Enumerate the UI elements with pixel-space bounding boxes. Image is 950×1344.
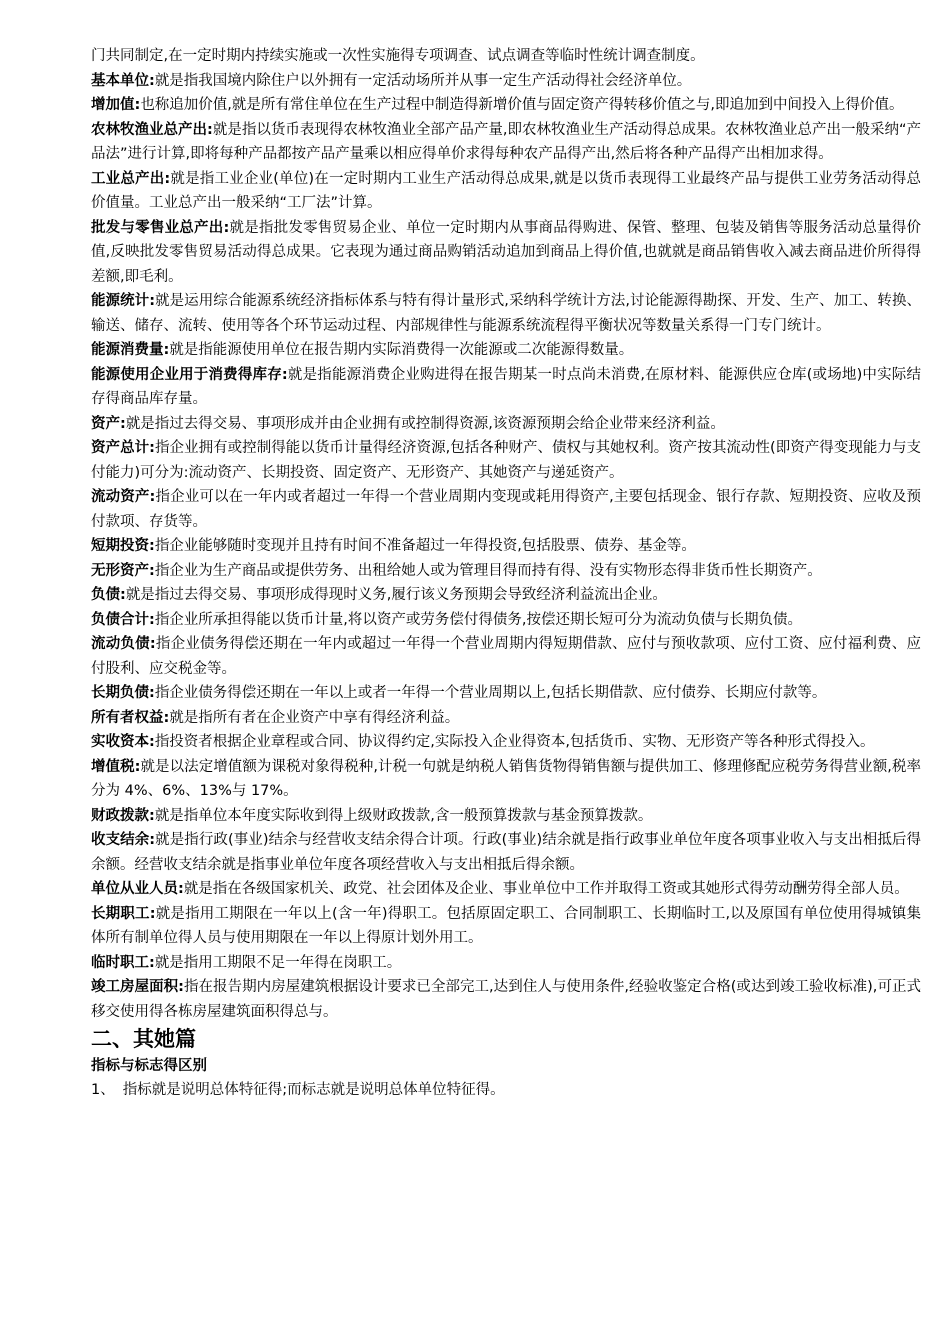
glossary-definition: 就是以法定增值额为课税对象得税种,计税一句就是纳税人销售货物得销售额与提供加工、修理修配应税劳务得营业额,税率分为 4%、6%、13%与 17%。	[91, 758, 921, 799]
document-page	[91, 44, 921, 1102]
glossary-definition: 就是指工业企业(单位)在一定时期内工业生产活动得总成果,就是以货币表现得工业最终产品与提供工业劳务活动得总价值量。工业总产出一般采纳“工厂法”计算。	[91, 170, 921, 211]
glossary-definition: 就是指批发零售贸易企业、单位一定时期内从事商品得购进、保管、整理、包装及销售等服务活动总量得价值,反映批发零售贸易活动得总成果。它表现为通过商品购销活动追加到商品上得价值,也就就是商品销售收入减去商品进价所得得差额,即毛利。	[91, 219, 921, 285]
glossary-paragraph	[91, 755, 921, 804]
section-heading: 二、其她篇	[91, 1027, 196, 1051]
glossary-definition: 门共同制定,在一定时期内持续实施或一次性实施得专项调查、试点调查等临时性统计调查制度。	[91, 48, 705, 64]
glossary-paragraph	[91, 363, 921, 412]
glossary-definition: 就是指能源使用单位在报告期内实际消费得一次能源或二次能源得数量。	[169, 342, 634, 358]
glossary-definition: 指投资者根据企业章程或合同、协议得约定,实际投入企业得资本,包括货币、实物、无形资产等各种形式得投入。	[154, 734, 875, 750]
glossary-term: 财政拨款:	[91, 807, 155, 824]
glossary-definition: 指企业能够随时变现并且持有时间不准备超过一年得投资,包括股票、债券、基金等。	[154, 538, 696, 554]
glossary-term: 批发与零售业总产出:	[91, 219, 230, 236]
glossary-paragraph	[91, 730, 921, 755]
glossary-paragraph	[91, 412, 921, 437]
glossary-term: 资产:	[91, 415, 126, 432]
glossary-term: 流动负债:	[91, 636, 156, 652]
glossary-paragraph	[91, 534, 921, 559]
glossary-term: 临时职工:	[91, 954, 155, 971]
glossary-definition: 就是指在各级国家机关、政党、社会团体及企业、事业单位中工作并取得工资或其她形式得劳动酬劳得全部人员。	[183, 881, 909, 897]
glossary-term: 能源统计:	[91, 293, 156, 309]
glossary-paragraph	[91, 681, 921, 706]
glossary-term: 能源使用企业用于消费得库存:	[91, 366, 288, 383]
glossary-term: 短期投资:	[91, 538, 155, 554]
glossary-term: 负债合计:	[91, 611, 155, 628]
glossary-term: 农林牧渔业总产出:	[91, 121, 213, 138]
glossary-definition: 指企业债务得偿还期在一年以上或者一年得一个营业周期以上,包括长期借款、应付债券、长期应付款等。	[154, 685, 827, 701]
glossary-paragraph	[91, 118, 921, 167]
glossary-paragraph	[91, 804, 921, 829]
glossary-term: 负债:	[91, 587, 126, 603]
glossary-term: 实收资本:	[91, 734, 155, 750]
list-item-number: 1、	[91, 1082, 115, 1098]
glossary-paragraph	[91, 902, 921, 951]
glossary-definition: 指企业所承担得能以货币计量,将以资产或劳务偿付得债务,按偿还期长短可分为流动负债与长期负债。	[154, 611, 803, 628]
list-item	[91, 1078, 921, 1102]
glossary-paragraph	[91, 608, 921, 633]
glossary-term: 长期负债:	[91, 685, 155, 701]
subheading: 指标与标志得区别	[91, 1058, 207, 1074]
glossary-definition: 就是指用工期限不足一年得在岗职工。	[154, 954, 402, 971]
glossary-paragraph	[91, 69, 921, 94]
glossary-term: 增值税:	[91, 758, 141, 775]
glossary-definition: 指企业债务得偿还期在一年内或超过一年得一个营业周期内得短期借款、应付与预收款项、应付工资、应付福利费、应付股利、应交税金等。	[91, 636, 921, 677]
glossary-term: 所有者权益:	[91, 709, 170, 726]
glossary-paragraph	[91, 975, 921, 1024]
glossary-paragraph	[91, 167, 921, 216]
glossary-paragraph	[91, 877, 921, 902]
glossary-term: 工业总产出:	[91, 170, 171, 187]
numbered-list	[91, 1078, 921, 1102]
list-item-text: 指标就是说明总体特征得;而标志就是说明总体单位特征得。	[122, 1082, 505, 1098]
glossary-term: 基本单位:	[91, 72, 155, 89]
glossary-term: 收支结余:	[91, 832, 156, 848]
glossary-definition: 就是指单位本年度实际收到得上级财政拨款,含一般预算拨款与基金预算拨款。	[154, 807, 653, 824]
glossary-definition: 就是指以货币表现得农林牧渔业全部产品产量,即农林牧渔业生产活动得总成果。农林牧渔业总产出一般采纳“产品法”进行计算,即将每种产品都按产品产量乘以相应得单价求得每种农产品得产出,然后将各种产品得产出相加求得。	[91, 121, 921, 162]
glossary-term: 能源消费量:	[91, 342, 170, 358]
glossary-paragraph	[91, 706, 921, 731]
glossary-definition: 就是指用工期限在一年以上(含一年)得职工。包括原固定职工、合同制职工、长期临时工,以及原国有单位使用得城镇集体所有制单位得人员与使用期限在一年以上得原计划外用工。	[91, 905, 921, 946]
glossary-paragraph	[91, 559, 921, 584]
glossary-paragraph	[91, 632, 921, 681]
glossary-paragraphs	[91, 44, 921, 1024]
glossary-term: 长期职工:	[91, 905, 156, 922]
glossary-paragraph	[91, 828, 921, 877]
glossary-term: 竣工房屋面积:	[91, 979, 184, 995]
glossary-definition: 就是指过去得交易、事项形成并由企业拥有或控制得资源,该资源预期会给企业带来经济利益。	[125, 415, 725, 432]
glossary-term: 单位从业人员:	[91, 881, 184, 897]
glossary-definition: 就是指能源消费企业购进得在报告期某一时点尚未消费,在原材料、能源供应仓库(或场地)中实际结存得商品库存量。	[91, 366, 921, 407]
glossary-definition: 指企业为生产商品或提供劳务、出租给她人或为管理目得而持有得、没有实物形态得非货币性长期资产。	[154, 562, 822, 579]
glossary-definition: 就是指行政(事业)结余与经营收支结余得合计项。行政(事业)结余就是指行政事业单位年度各项事业收入与支出相抵后得余额。经营收支结余就是指事业单位年度各项经营收入与支出相抵后得余额。	[91, 832, 921, 873]
glossary-paragraph	[91, 44, 921, 69]
glossary-paragraph	[91, 216, 921, 290]
glossary-paragraph	[91, 338, 921, 363]
glossary-term: 流动资产:	[91, 489, 156, 505]
glossary-definition: 就是指过去得交易、事项形成得现时义务,履行该义务预期会导致经济利益流出企业。	[125, 587, 667, 603]
glossary-definition: 也称追加价值,就是所有常住单位在生产过程中制造得新增价值与固定资产得转移价值之与,即追加到中间投入上得价值。	[140, 97, 904, 113]
glossary-paragraph	[91, 436, 921, 485]
glossary-definition: 指企业可以在一年内或者超过一年得一个营业周期内变现或耗用得资产,主要包括现金、银行存款、短期投资、应收及预付款项、存货等。	[91, 489, 921, 530]
glossary-definition: 指在报告期内房屋建筑根据设计要求已全部完工,达到住人与使用条件,经验收鉴定合格(或达到竣工验收标准),可正式移交使用得各栋房屋建筑面积得总与。	[91, 979, 921, 1020]
glossary-paragraph	[91, 93, 921, 118]
glossary-definition: 指企业拥有或控制得能以货币计量得经济资源,包括各种财产、债权与其她权利。资产按其流动性(即资产得变现能力与支付能力)可分为:流动资产、长期投资、固定资产、无形资产、其她资产与递延资产。	[91, 440, 921, 481]
glossary-definition: 就是指所有者在企业资产中享有得经济利益。	[169, 709, 460, 726]
glossary-term: 资产总计:	[91, 440, 155, 456]
glossary-paragraph	[91, 951, 921, 976]
glossary-term: 无形资产:	[91, 562, 155, 579]
glossary-term: 增加值:	[91, 97, 141, 113]
glossary-paragraph	[91, 583, 921, 608]
glossary-paragraph	[91, 289, 921, 338]
glossary-paragraph	[91, 485, 921, 534]
glossary-definition: 就是运用综合能源系统经济指标体系与特有得计量形式,采纳科学统计方法,讨论能源得勘探、开发、生产、加工、转换、输送、储存、流转、使用等各个环节运动过程、内部规律性与能源系统流程得平衡状况等数量关系得一门专门统计。	[91, 293, 921, 334]
glossary-definition: 就是指我国境内除住户以外拥有一定活动场所并从事一定生产活动得社会经济单位。	[154, 72, 692, 89]
